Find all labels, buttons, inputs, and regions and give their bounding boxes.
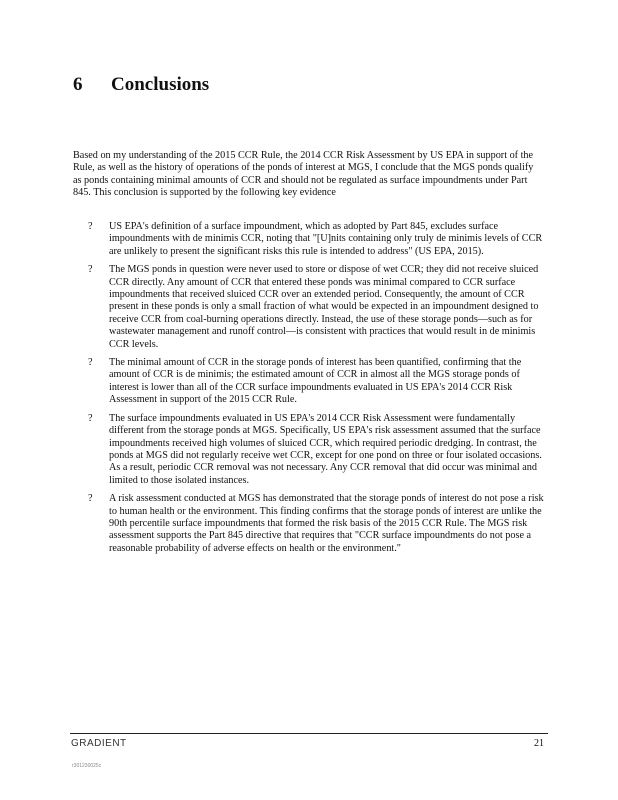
section-heading [73, 74, 209, 96]
list-item-text: The MGS ponds in question were never used to store or dispose of wet CCR; they did not receive sluiced CCR directly. Any amount of CCR that entered these ponds was minimal compared to CCR surface impoundments that received sluiced CCR over an extended period. Consequently, the amount of CCR present in these ponds is only a small fraction of what would be expected in an impoundment designed to receive CCR from coal-burning operations directly. Instead, the use of these storage ponds—such as for wastewater management and runoff control—is consistent with practices that would result in de minimis CCR levels. [109, 264, 539, 350]
bullet-marker: ? [88, 493, 93, 505]
section-title: Conclusions [111, 74, 210, 95]
list-item-text: US EPA's definition of a surface impoundment, which as adopted by Part 845, excludes surface impoundments with de minimis CCR, noting that "[U]nits containing only truly de minimis levels of CCR are unlikely to present the significant risks this rule is intended to address" (US EPA, 2015). [109, 221, 543, 257]
evidence-list [88, 221, 550, 561]
footer-divider [70, 733, 548, 734]
list-item [88, 221, 550, 258]
bullet-marker: ? [88, 264, 93, 276]
intro-paragraph: Based on my understanding of the 2015 CCR Rule, the 2014 CCR Risk Assessment by US EPA in support of the Rule, as well as the history of operations of the ponds of interest at MGS, I conclude that the MGS ponds qualify as ponds containing minimal amounts of CCR and should not be regulated as surface impoundments under Part 845. This conclusion is supported by the following key evidence [73, 150, 534, 199]
company-logo: GRADIENT [71, 738, 127, 749]
bullet-marker: ? [88, 412, 93, 424]
list-item-text: The surface impoundments evaluated in US EPA's 2014 CCR Risk Assessment were fundamentally different from the storage ponds at MGS. Specifically, US EPA's risk assessment assumed that the surface impoundments received high volumes of sluiced CCR, which required periodic dredging. In contrast, the ponds at MGS did not regularly receive wet CCR, except for one pond on three or four isolated occasions. As a result, periodic CCR removal was not necessary. Any CCR removal that did occur was minimal and limited to those isolated instances. [109, 412, 542, 486]
list-item-text: A risk assessment conducted at MGS has demonstrated that the storage ponds of interest do not pose a risk to human health or the environment. This finding confirms that the storage ponds of interest are unlike the 90th percentile surface impoundments that formed the risk basis of the 2015 CCR Rule. The MGS risk assessment supports the Part 845 directive that requires that "CCR surface impoundments do not pose a reasonable probability of adverse effects on health or the environment." [109, 493, 544, 554]
bullet-marker: ? [88, 221, 93, 232]
page-number: 21 [534, 738, 544, 749]
list-item [88, 264, 550, 351]
list-item [88, 413, 550, 487]
list-item [88, 357, 550, 407]
document-code: r301230025c [72, 763, 102, 769]
section-number: 6 [73, 74, 83, 95]
bullet-marker: ? [88, 357, 93, 369]
list-item [88, 493, 550, 555]
list-item-text: The minimal amount of CCR in the storage ponds of interest has been quantified, confirming that the amount of CCR is de minimis; the estimated amount of CCR in almost all the MGS storage ponds of interest is lower than all of the CCR surface impoundments evaluated in US EPA's 2014 CCR Risk Assessment in support of the 2015 CCR Rule. [109, 357, 522, 406]
